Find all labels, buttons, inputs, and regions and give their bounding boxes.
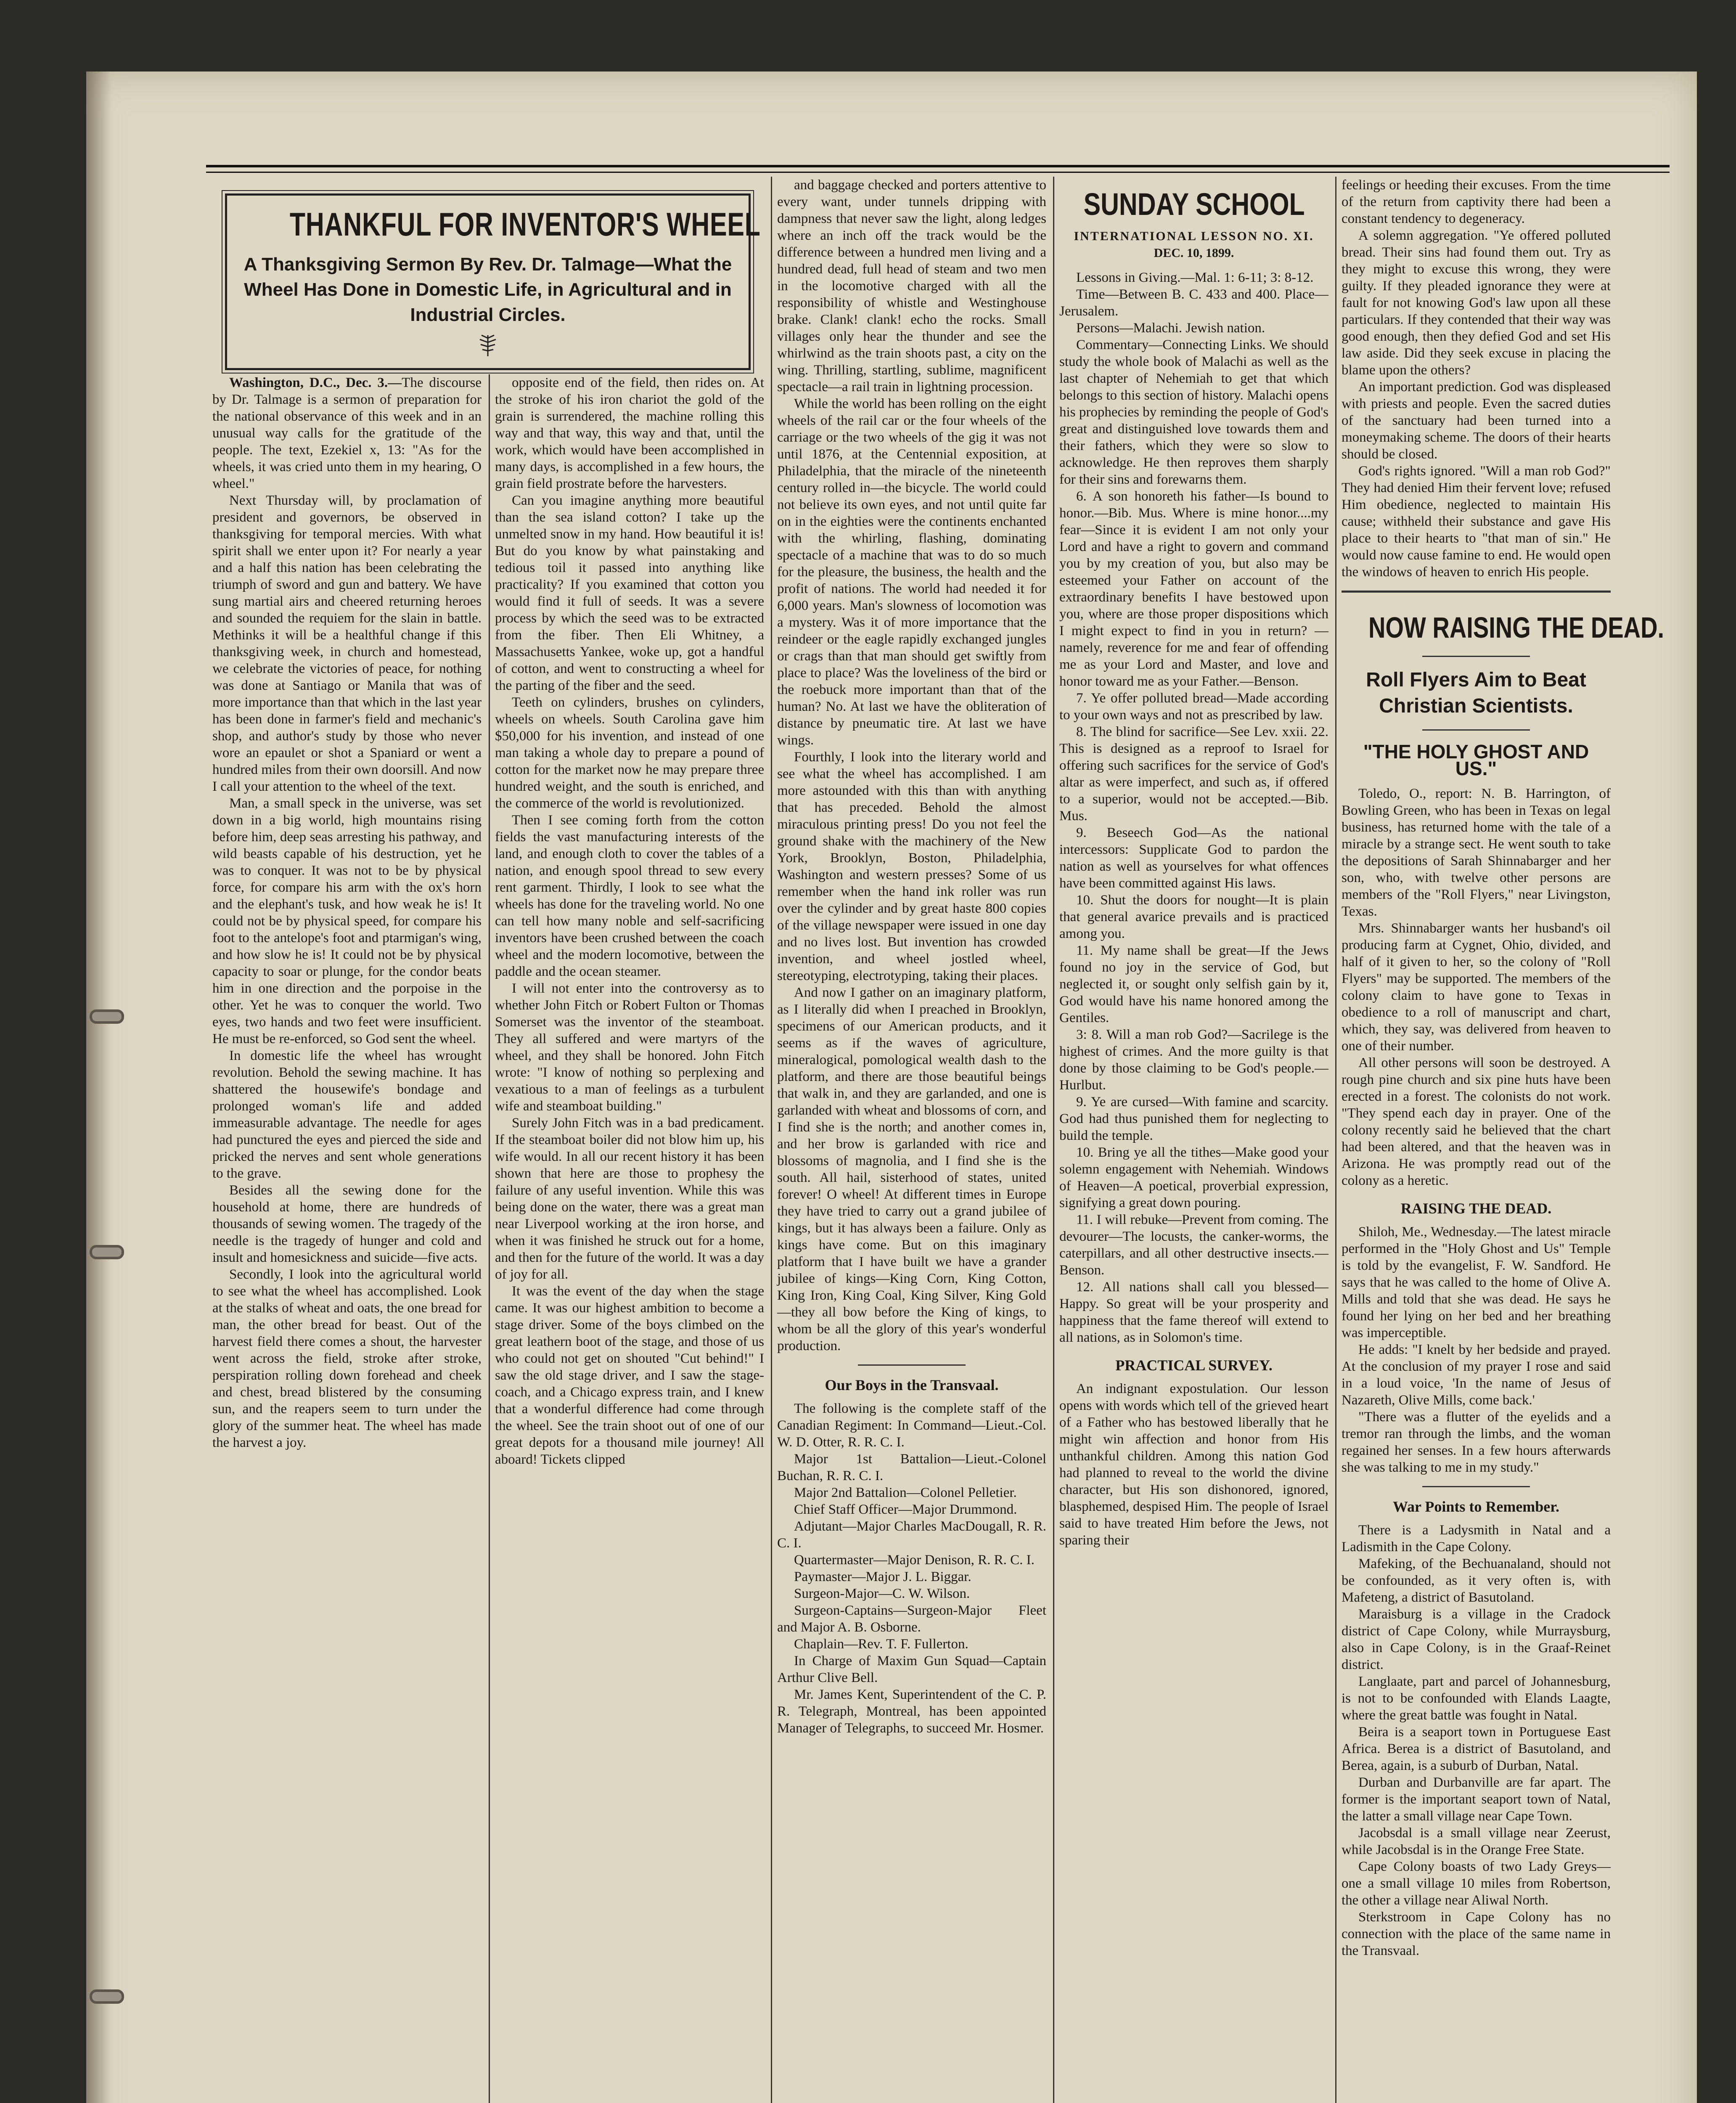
paragraph: And now I gather on an imaginary platform, as I literally did when I preached in Brooklyn, specimens of our American products, and it seems as if the waves of agriculture, mineralogical, pomological wealth dash to the platform, and there are those beautiful beings that walk in, and they are garlanded, and one is garlanded with wheat and blossoms of corn, and I find she is the north; and another comes in, and her brow is garlanded with rice and blossoms of magnolia, and I find she is the south. All hail, sisterhood of states, united forever! O wheel! At different times in Europe they have tried to carry out a grand jubilee of kings, but it has always been a failure. Only as kings have come. But on this imaginary platform that I have built we have a grander jubilee of kings—King Corn, King Cotton, King Iron, King Coal, King Silver, King Gold—they all bow before the King of kings, to whom be all the glory of this year's wonderful production. <box>777 985 1046 1353</box>
paragraph: Maraisburg is a village in the Cradock district of Cape Colony, while Murraysburg, also in Cape Colony, is in the Graaf-Reinet district. <box>1342 1607 1611 1672</box>
headline-deck-text: A Thanksgiving Sermon By Rev. Dr. Talmage—What the Wheel Has Done in Domestic Life, in Agricultural and in Industrial Circles. <box>243 254 732 325</box>
paragraph: "There was a flutter of the eyelids and a tremor ran through the limbs, and the woman regained her senses. In a few hours afterwards she was talking to me in my study." <box>1342 1409 1611 1475</box>
staff-line: Adjutant—Major Charles MacDougall, R. R. C. I. <box>777 1519 1046 1551</box>
paragraph: An important prediction. God was displeased with priests and people. Even the sacred duties of the sanctuary had been turned into a moneymaking scheme. The doors of their hearts should be closed. <box>1342 379 1611 462</box>
binding-shadow <box>86 72 111 2103</box>
paragraph: and baggage checked and porters attentive to every want, under tunnels dripping with dampness that never saw the light, along ledges where an inch off the track would be the difference between a hundred men living and a hundred dead, full head of steam and two men in the locomotive charged with all the responsibility of whistle and Westinghouse brake. Clank! clank! echo the rocks. Small villages only hear the thunder and see the whirlwind as the train shoots past, a city on the wing. Thrilling, startling, sublime, magnificent spectacle—a rail train in lightning procession. <box>777 177 1046 395</box>
paragraph: Fourthly, I look into the literary world and see what the wheel has accomplished. I am more astounded with this than with anything that has preceded. Behold the almost miraculous printing press! Do you not feel the ground shake with the machinery of the New York, Brooklyn, Boston, Philadelphia, Washington and western presses? Some of us remember when the hand ink roller was run over the cylinder and by great haste 800 copies of the village newspaper were issued in one day and no lives lost. But invention has crowded invention, and wheel jostled wheel, stereotyping, electrotyping, taking their places. <box>777 750 1046 983</box>
paragraph: In domestic life the wheel has wrought revolution. Behold the sewing machine. It has shattered the housewife's bondage and prolonged woman's life and added immeasurable advantage. The needle for ages had punctured the eyes and pierced the side and pricked the nerves and sent whole generations to the grave. <box>212 1048 482 1181</box>
column-1-headline-span <box>212 177 763 370</box>
paragraph: Next Thursday will, by proclamation of president and governors, be observed in thanksgiving for temporal mercies. With what spirit shall we enter upon it? For nearly a year and a half this nation has been celebrating the triumph of sword and gun and battery. We have sung martial airs and cheered returning heroes and sounded the requiem for the slain in battle. Methinks it will be a healthful change if this thanksgiving week, in church and homestead, we celebrate the victories of peace, for nothing was done at Santiago or Manila that was of more importance than that which in the last year has been done in farmer's field and mechanic's shop, and author's study by those who never wore an epaulet or shot a Spaniard or went a hundred miles from their own doorsill. And now I call your attention to the wheel of the text. <box>212 493 482 794</box>
paragraph: 10. Bring ye all the tithes—Make good your solemn engagement with Nehemiah. Windows of Heaven—A poetical, proverbial expression, signifying a great down pouring. <box>1059 1145 1328 1210</box>
paragraph: He adds: "I knelt by her bedside and prayed. At the conclusion of my prayer I rose and said in a loud voice, 'In the name of Jesus of Nazareth, Olive Mills, come back.' <box>1342 1342 1611 1408</box>
paragraph: Langlaate, part and parcel of Johannesburg, is not to be confounded with Elands Laagte, where the great battle was fought in Natal. <box>1342 1674 1611 1723</box>
paragraph: Teeth on cylinders, brushes on cylinders, wheels on wheels. South Carolina gave him $50,000 for his invention, and instead of one man taking a whole day to prepare a pound of cotton for the market now he may prepare three hundred weight, and the south is enriched, and the commerce of the world is revolutionized. <box>495 695 764 811</box>
lesson-date: DEC. 10, 1899. <box>1154 246 1234 260</box>
paragraph: Cape Colony boasts of two Lady Greys—one a small village 10 miles from Robertson, the other a village near Aliwal North. <box>1342 1859 1611 1908</box>
paragraph: While the world has been rolling on the eight wheels of the rail car or the four wheels of the carriage or the two wheels of the gig it was not until 1876, at the Centennial exposition, at Philadelphia, that the miracle of the nineteenth century rolled in—the bicycle. The world could not believe its own eyes, and not until quite far on in the eighties were the continents enchanted with the whirling, flashing, dominating spectacle of a machine that was to do so much for the pleasure, the business, the health and the profit of nations. The world had needed it for 6,000 years. Man's slowness of locomotion was a mystery. Was it of more importance that the reindeer or the eagle rapidly exchanged jungles or crags than that man should get swiftly from place to place? Was the loveliness of the bird or the roebuck more important than that of the human? No. At last we have the obliteration of distance by pneumatic tire. At last we have wings. <box>777 396 1046 748</box>
section-divider <box>858 1364 966 1366</box>
paragraph: Surely John Fitch was in a bad predicament. If the steamboat boiler did not blow him up, his wife would. In all our recent history it has been shown that here are those to prophesy the failure of any useful invention. While this was being done on the water, there was a great man near Liverpool working at the iron horse, and when it was finished he struck out for a home, and then for the future of the world. It was a day of joy for all. <box>495 1115 764 1282</box>
paragraph: Shiloh, Me., Wednesday.—The latest miracle performed in the "Holy Ghost and Us" Temple is told by the evangelist, F. W. Sandford. He says that he was called to the home of Olive A. Mills and told that she was dead. He says he found her lying on her bed and her breathing was imperceptible. <box>1342 1224 1611 1340</box>
binder-ring-icon <box>90 1009 124 1024</box>
lesson-number: INTERNATIONAL LESSON NO. XI. <box>1074 229 1314 243</box>
paragraph: 11. My name shall be great—If the Jews found no joy in the service of God, but neglected it, or sought only selfish gain by it, God would have his name honored among the Gentiles. <box>1059 943 1328 1025</box>
paragraph: 12. All nations shall call you blessed—Happy. So great will be your prosperity and happiness that the fame thereof will extend to all nations, as in Solomon's time. <box>1059 1279 1328 1345</box>
paragraph: feelings or heeding their excuses. From the time of the return from captivity there had been a constant tendency to degeneracy. <box>1342 177 1611 226</box>
paragraph: 10. Shut the doors for nought—It is plain that general avarice prevails and is practiced among you. <box>1059 893 1328 941</box>
staff-line: Major 1st Battalion—Lieut.-Colonel Buchan, R. R. C. I. <box>777 1451 1046 1483</box>
paragraph: 9. Ye are cursed—With famine and scarcity. God had thus punished them for neglecting to build the temple. <box>1059 1094 1328 1143</box>
paragraph: All other persons will soon be destroyed. A rough pine church and six pine huts have been erected in a forest. The colonists do not work. "They spend each day in prayer. One of the colony recently said he believed that the chart had been altered, and that the heaven was in Arizona. He was promptly read out of the colony as a heretic. <box>1342 1055 1611 1188</box>
sunday-school-header: SUNDAY SCHOOL <box>1083 187 1305 222</box>
paragraph: I will not enter into the controversy as to whether John Fitch or Robert Fulton or Thomas Somerset was the inventor of the steamboat. They all suffered and were martyrs of the wheel, and they shall be honored. John Fitch wrote: "I know of nothing so perplexing and vexatious to a man of feelings as a turbulent wife and steamboat building." <box>495 981 764 1114</box>
section-divider <box>1422 729 1530 731</box>
staff-line: Chief Staff Officer—Major Drummond. <box>794 1502 1017 1517</box>
paragraph: Besides all the sewing done for the household at home, there are hundreds of thousands of sewing women. The tragedy of the needle is the tragedy of hunger and cold and insult and homesickness and suicide—five acts. <box>212 1183 482 1265</box>
paragraph: Mafeking, of the Bechuanaland, should not be confounded, as it very often is, with Mafeteng, a district of Basutoland. <box>1342 1556 1611 1605</box>
paragraph: It was the event of the day when the stage came. It was our highest ambition to become a stage driver. Some of the boys climbed on the great leathern boot of the stage, and those of us who could not get on shouted "Cut behind!" I saw the old stage driver, and I saw the stage-coach, and a Chicago express train, and I knew that a wonderful difference had come through the wheel. See the train shoot out of one of our great depots for a thousand mile journey! All aboard! Tickets clipped <box>495 1284 764 1467</box>
column-4 <box>1059 177 1328 2103</box>
paragraph: Man, a small speck in the universe, was set down in a big world, high mountains rising before him, deep seas arresting his pathway, and wild beasts capable of his destruction, yet he was to conquer. It was not to be by physical force, for compare his arm with the ox's horn and the elephant's tusk, and how weak he is! It could not be by physical speed, for compare his foot to the antelope's foot and ptarmigan's wing, and how slow he is! It could not be by physical capacity to soar or plunge, for the condor beats him in one direction and the porpoise in the other. Yet he was to conquer the world. Two eyes, two hands and two feet were insufficient. He must be re-enforced, so God sent the wheel. <box>212 796 482 1046</box>
paragraph: 6. A son honoreth his father—Is bound to honor.—Bib. Mus. Where is mine honor....my fear—Since it is evident I am not only your Lord and have a right to govern and command you by my creation of you, but also may be esteemed your Father on account of the extraordinary benefits I have bestowed upon you, where are those proper dispositions which I might expect to find in you in return? —namely, reverence for me and fear of offending me as your Lord and Master, and love and honor toward me as your Father.—Benson. <box>1059 489 1328 689</box>
headline-raising-dead: NOW RAISING THE DEAD. <box>1368 611 1665 644</box>
paragraph: 11. I will rebuke—Prevent from coming. The devourer—The locusts, the canker-worms, the caterpillars, and all other destructive insects.—Benson. <box>1059 1212 1328 1278</box>
paragraph: Then I see coming forth from the cotton fields the vast manufacturing interests of the land, and enough cloth to cover the tables of a nation, and enough spool thread to sew every rent garment. Thirdly, I look to see what the wheels has done for the traveling world. No one can tell how many noble and self-sacrificing inventors have been crushed between the coach wheel and the modern locomotive, between the paddle and the ocean steamer. <box>495 813 764 979</box>
section-divider <box>1342 591 1611 593</box>
paragraph: There is a Ladysmith in Natal and a Ladismith in the Cape Colony. <box>1342 1523 1611 1555</box>
paragraph: Sterkstroom in Cape Colony has no connection with the place of the same name in the Transvaal. <box>1342 1910 1611 1958</box>
paragraph: Toledo, O., report: N. B. Harrington, of Bowling Green, who has been in Texas on legal business, has returned home with the tale of a miracle by a strange sect. He went south to take the depositions of Sarah Shinnabarger and her son, who, with twelve other persons are members of the "Roll Flyers," near Livingston, Texas. <box>1342 786 1611 919</box>
staff-line: Major 2nd Battalion—Colonel Pelletier. <box>794 1485 1017 1500</box>
newspaper-page <box>86 72 1697 2103</box>
paragraph: Time—Between B. C. 433 and 400. Place—Jerusalem. <box>1059 287 1328 319</box>
dateline: Washington, D.C., Dec. 3.— <box>229 375 402 390</box>
staff-line: Surgeon-Major—C. W. Wilson. <box>794 1586 970 1601</box>
paragraph: Mrs. Shinnabarger wants her husband's oil producing farm at Cygnet, Ohio, divided, and half of it given to her, so the colony of "Roll Flyers" may be supported. The members of the colony claim to have gone to Texas in obedience to a roll of manuscript and chart, which, they say, was delivered from heaven to one of their number. <box>1342 921 1611 1054</box>
paragraph: 8. The blind for sacrifice—See Lev. xxii. 22. This is designed as a reproof to Israel for offering such sacrifices for the service of God's altar as were imperfect, and such as, if offered to a superior, would not be accepted.—Bib. Mus. <box>1059 724 1328 824</box>
binder-ring-icon <box>90 1245 124 1259</box>
paragraph: 7. Ye offer polluted bread—Made according to your own ways and not as prescribed by law. <box>1059 691 1328 723</box>
staff-line: Mr. James Kent, Superintendent of the C. P. R. Telegraph, Montreal, has been appointed Manager of Telegraphs, to succeed Mr. Hosmer. <box>777 1687 1046 1736</box>
column-2 <box>495 374 764 2103</box>
paragraph: Commentary—Connecting Links. We should study the whole book of Malachi as well as the last chapter of Nehemiah to get that which belongs to this section of history. Malachi opens his prophecies by reminding the people of God's great and distinguished love towards them and their fathers, which they were so slow to acknowledge. He then reproves them sharply for their sins and forewarns them. <box>1059 337 1328 487</box>
lesson-intro: Lessons in Giving.—Mal. 1: 6-11; 3: 8-12. <box>1076 270 1314 285</box>
column-3 <box>777 177 1046 2103</box>
section-divider <box>1422 1486 1530 1487</box>
paragraph: Jacobsdal is a small village near Zeerust, while Jacobsdal is in the Orange Free State. <box>1342 1825 1611 1857</box>
paragraph: Durban and Durbanville are far apart. The former is the important seaport town of Natal, the latter a small village near Cape Town. <box>1342 1775 1611 1824</box>
staff-line: The following is the complete staff of the Canadian Regiment: In Command—Lieut.-Col. W. D. Otter, R. R. C. I. <box>777 1401 1046 1450</box>
column-rule <box>1335 177 1336 2103</box>
practical-survey-title: PRACTICAL SURVEY. <box>1115 1357 1273 1374</box>
column-rule <box>1053 177 1054 2103</box>
war-points-title: War Points to Remember. <box>1393 1498 1559 1515</box>
staff-line: Paymaster—Major J. L. Biggar. <box>794 1569 971 1584</box>
headline-box-wide <box>225 193 761 370</box>
paragraph: Can you imagine anything more beautiful than the sea island cotton? I take up the unmelted snow in my hand. How beautiful it is! But do you know by what painstaking and tedious toil it passed into anything like practicality? If you examined that cotton you would find it full of seeds. It was a severe process by which the seed was to be extracted from the fiber. Then Eli Whitney, a Massachusetts Yankee, woke up, got a handful of cotton, and went to constructing a wheel for the parting of the fiber and the seed. <box>495 493 764 693</box>
column-1-body <box>212 374 482 2103</box>
paragraph: Beira is a seaport town in Portuguese East Africa. Berea is a district of Basutoland, and Berea, again, is a suburb of Durban, Natal. <box>1342 1724 1611 1773</box>
quote-head: "THE HOLY GHOST AND US." <box>1363 741 1589 779</box>
headline-text: THANKFUL FOR INVENTOR'S WHEEL <box>289 206 761 243</box>
staff-line: Chaplain—Rev. T. F. Fullerton. <box>794 1637 969 1652</box>
top-rule <box>206 165 1670 173</box>
column-5 <box>1342 177 1665 2103</box>
paragraph: Persons—Malachi. Jewish nation. <box>1076 320 1265 336</box>
binder-ring-icon <box>90 1989 124 2004</box>
section-title-transvaal: Our Boys in the Transvaal. <box>825 1377 999 1393</box>
paragraph: God's rights ignored. "Will a man rob God?" They had denied Him their fervent love; refused Him obedience, neglected to maintain His cause; withheld their substance and gave His place to their hearts to "that man of sin." He would now cause famine to end. He would open the windows of heaven to enrich His people. <box>1342 464 1611 580</box>
paragraph: An indignant expostulation. Our lesson opens with words which tell of the grieved heart of a Father who has bestowed liberally that he might win affection and honor from His unthankful children. Among this nation God had planned to reveal to the world the divine character, but His son dishonored, ignored, blasphemed, despised Him. The people of Israel said to have treated Him before the Jews, not sparing their <box>1059 1381 1328 1548</box>
fern-ornament-icon <box>473 332 503 357</box>
staff-line: In Charge of Maxim Gun Squad—Captain Arthur Clive Bell. <box>777 1653 1046 1685</box>
subhead-roll-flyers: Roll Flyers Aim to Beat Christian Scientists. <box>1366 669 1586 717</box>
paragraph: The discourse by Dr. Talmage is a sermon of preparation for the national observance of this week and in an unusual way calls for the gratitude of the people. The text, Ezekiel x, 13: "As for the wheels, it was cried unto them in my hearing, O wheel." <box>212 375 482 491</box>
paragraph: opposite end of the field, then rides on. At the stroke of his iron chariot the gold of the grain is surrendered, the machine rolling this way and that way, this way and that, until the work, which would have been accomplished in many days, is accomplished in a few hours, the grain field prostrate before the harvesters. <box>495 375 764 491</box>
section-divider <box>1422 656 1530 657</box>
paragraph: A solemn aggregation. "Ye offered polluted bread. Their sins had found them out. Try as they might to excuse this wrong, they were guilty. If they pleaded ignorance they were at fault for not knowing God's law upon all these particulars. If they contended that their way was good enough, then they defied God and set His law aside. Did they seek excuse in placing the blame upon the others? <box>1342 228 1611 378</box>
column-rule <box>771 177 772 2103</box>
column-rule <box>489 374 490 2103</box>
paragraph: Secondly, I look into the agricultural world to see what the wheel has accomplished. Look at the stalks of wheat and oats, the one bread for man, the other bread for beast. Out of the harvest field there comes a shout, the harvester went across the field, stroke after stroke, perspiration rolling down forehead and cheek and chest, bread blistered by the consuming sun, and the reapers seem to turn under the glory of the summer heat. The wheel has made the harvest a joy. <box>212 1267 482 1450</box>
staff-line: Surgeon-Captains—Surgeon-Major Fleet and Major A. B. Osborne. <box>777 1603 1046 1635</box>
staff-line: Quartermaster—Major Denison, R. R. C. I. <box>794 1552 1035 1568</box>
raising-dead-title: RAISING THE DEAD. <box>1400 1200 1552 1217</box>
paragraph: 3: 8. Will a man rob God?—Sacrilege is the highest of crimes. And the more guilty is that done by those claiming to be God's people.—Hurlbut. <box>1059 1027 1328 1093</box>
paragraph: 9. Beseech God—As the national intercessors: Supplicate God to pardon the nation as well as yourselves for what offences have been committed against His laws. <box>1059 825 1328 891</box>
